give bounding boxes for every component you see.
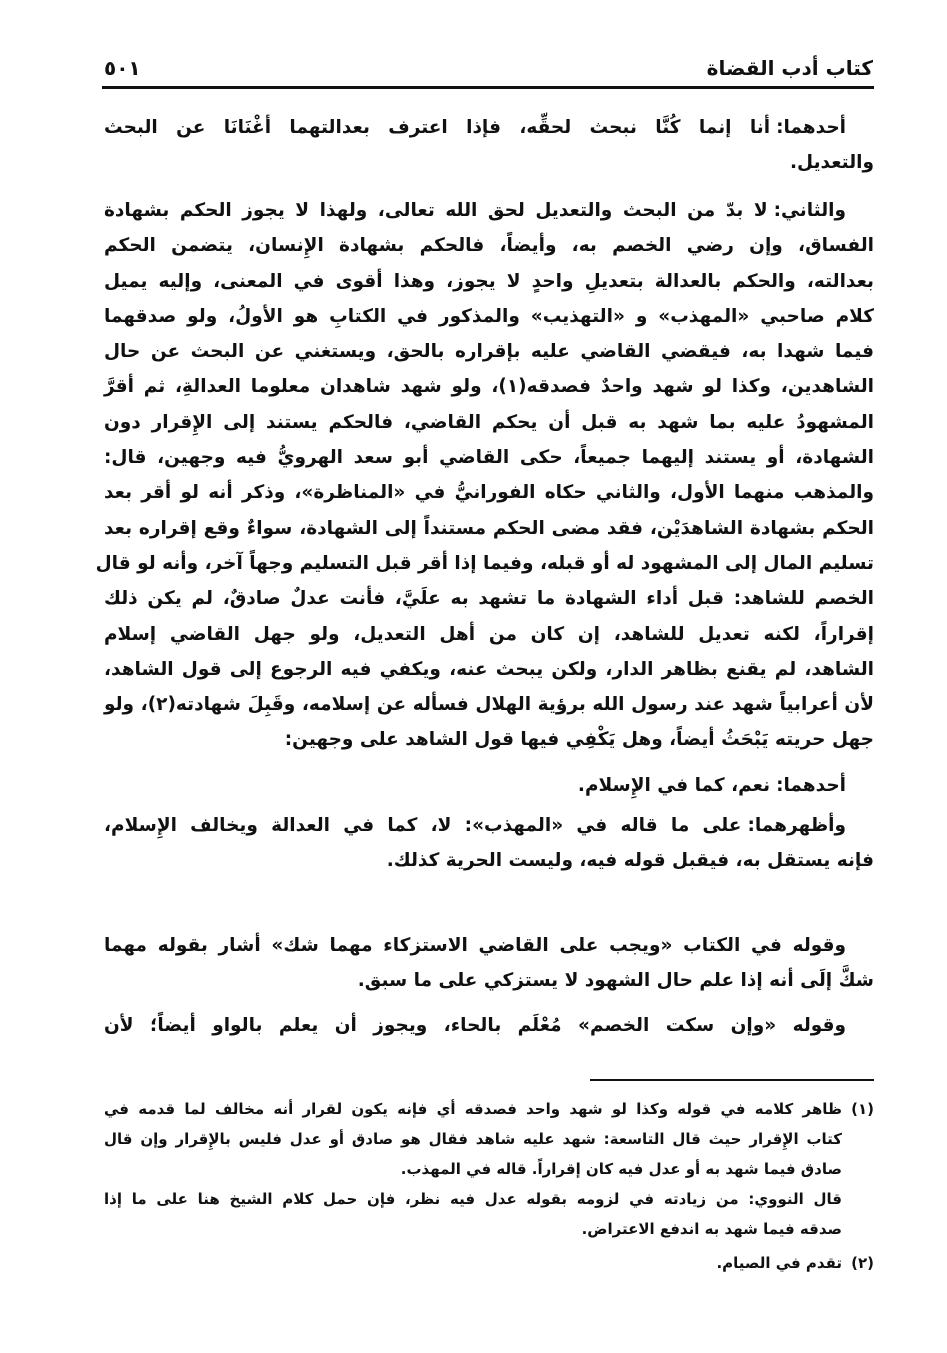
line-text: الشاهد، لم يقنع بظاهر الدار، ولكن يبحث عنه، ويكفي فيه الرجوع إلى قول الشاهد، xyxy=(104,658,874,680)
line-text: على ما قاله في «المهذب»: لا، كما في العدالة ويخالف الإِسلام، xyxy=(104,815,742,836)
text-line xyxy=(104,843,874,878)
text-line xyxy=(104,405,874,440)
line-text: نعم، كما في الإِسلام. xyxy=(577,775,771,796)
text-line xyxy=(104,440,874,475)
paragraph xyxy=(104,808,874,879)
page-number: ٥٠١ xyxy=(104,56,141,80)
text-line xyxy=(95,546,874,581)
line-text: وقوله «وإن سكت الخصم» مُعْلَم بالحاء، ويجوز أن يعلم بالواو أيضاً؛ لأن xyxy=(104,1015,846,1036)
footnote-line: قال النووي: من زيادته في لزومه بقوله عدل فيه نظر، فإن حمل كلام الشيخ هنا على ما إذا xyxy=(104,1190,842,1208)
footnote xyxy=(104,1184,874,1244)
line-text: لا بدّ من البحث والتعديل لحق الله تعالى، ولهذا لا يجوز الحكم بشهادة xyxy=(104,200,768,221)
text-line xyxy=(104,581,874,616)
line-text: كلام صاحبي «المهذب» و «التهذيب» والمذكور في الكتابِ هو الأولُ، ولو صدقهما xyxy=(104,305,874,327)
paragraph-lead-term: أحدهما: xyxy=(776,775,846,796)
line-text: شكَّ إلَى أنه إذا علم حال الشهود لا يستزكي على ما سبق. xyxy=(357,970,874,992)
line-text: الحكم بشهادة الشاهدَيْن، فقد مضى الحكم مستنداً إلى الشهادة، سواءٌ وقع إقراره بعد xyxy=(104,517,874,539)
text-line xyxy=(104,808,874,843)
footnote-line: تقدم في الصيام. xyxy=(716,1254,842,1272)
book-section-title: كتاب أدب القضاة xyxy=(706,56,873,80)
text-line xyxy=(104,110,874,145)
paragraph-lead-term: وأظهرهما: xyxy=(747,815,846,836)
line-text: جهل حريته يَبْحَثُ أيضاً، وهل يَكْفِي فيها قول الشاهد على وجهين: xyxy=(284,729,874,751)
text-line xyxy=(104,963,874,998)
line-text: والتعديل. xyxy=(790,152,874,174)
paragraph-lead-term: والثاني: xyxy=(773,200,846,221)
paragraph-lead-term: أحدهما: xyxy=(776,117,846,138)
footnote-rule xyxy=(590,1079,874,1081)
text-line xyxy=(104,193,874,228)
paragraph xyxy=(104,928,874,999)
footnote-line: صادق فيما شهد به أو عدل فيه كان إقراراً. قاله في المهذب. xyxy=(400,1160,842,1178)
footnote-line: صدقه فيما شهد به اندفع الاعتراض. xyxy=(581,1220,842,1238)
text-line xyxy=(104,299,874,334)
footnote-line: كتاب الإِقرار حيث قال التاسعة: شهد عليه شاهد فقال هو صادق أو عدل فليس بالإِقرار وإن قال xyxy=(104,1130,842,1148)
footnote xyxy=(104,1094,874,1184)
line-text: الخصم للشاهد: قبل أداء الشهادة ما تشهد به علَيَّ، فأنت عدلٌ صادقٌ، لم يكن ذلك xyxy=(104,588,874,610)
paragraph xyxy=(95,193,874,758)
line-text: الشاهدين، وكذا لو شهد واحدٌ فصدقه(١)، ولو شهد شاهدان معلوما العدالةِ، ثم أقرَّ xyxy=(104,376,874,398)
text-line xyxy=(104,652,874,687)
paragraph xyxy=(104,1008,874,1043)
paragraph xyxy=(104,768,874,803)
footnote-number: (١) xyxy=(851,1100,874,1118)
line-text: المشهودُ عليه بما شهد به قبل أن يحكم القاضي، فالحكم يستند إلى الإِقرار دون xyxy=(104,411,874,433)
text-line xyxy=(104,617,874,652)
text-line xyxy=(104,228,874,263)
line-text: الفساق، وإن رضي الخصم به، وأيضاً، فالحكم بشهادة الإِنسان، يتضمن الحكم xyxy=(104,235,874,257)
text-line xyxy=(104,475,874,510)
paragraph xyxy=(104,110,874,181)
text-line xyxy=(104,722,874,757)
line-text: وقوله في الكتاب «ويجب على القاضي الاستزكاء مهما شك» أشار بقوله مهما xyxy=(104,935,846,956)
line-text: لأن أعرابياً شهد عند رسول الله برؤية الهلال فسأله عن إسلامه، وقَبِلَ شهادته(٢)، ولو xyxy=(104,694,874,716)
header-rule xyxy=(102,86,874,89)
text-line xyxy=(104,928,874,963)
text-line xyxy=(104,369,874,404)
text-line xyxy=(104,687,874,722)
line-text: إقراراً، لكنه تعديل للشاهد، إن كان من أهل التعديل، ولو جهل القاضي إسلام xyxy=(104,623,874,645)
footnote xyxy=(104,1248,874,1278)
footnote-line: ظاهر كلامه في قوله وكذا لو شهد واحد فصدقه أي فإنه يكون لقرار أنه مخالف لما قدمه في xyxy=(104,1100,842,1118)
line-text: الشهادة، أو يستند إليهما جميعاً، حكى القاضي أبو سعد الهرويُّ فيه وجهين، قال: xyxy=(104,447,874,469)
text-line xyxy=(104,1008,874,1043)
line-text: تسليم المال إلى المشهود له أو قبله، وفيما إذا أقر قبل التسليم وجهاً آخر، وأنه لو قال xyxy=(95,552,874,574)
text-line xyxy=(104,264,874,299)
text-line xyxy=(104,334,874,369)
text-line xyxy=(104,145,874,180)
line-text: بعدالته، والحكم بالعدالة بتعديلِ واحدٍ لا يجوز، وهذا أقوى في المعنى، وإليه يميل xyxy=(104,270,874,292)
footnote-number: (٢) xyxy=(851,1254,874,1272)
line-text: فإنه يستقل به، فيقبل قوله فيه، وليست الحرية كذلك. xyxy=(386,850,874,872)
line-text: أنا إنما كُنَّا نبحث لحقِّه، فإذا اعترف بعدالتهما أغْنَانَا عن البحث xyxy=(104,117,771,138)
line-text: فيما شهدا به، فيقضي القاضي عليه بإقراره بالحق، ويستغني عن البحث عن حال xyxy=(104,341,874,363)
text-line xyxy=(104,511,874,546)
text-line xyxy=(104,768,874,803)
line-text: والمذهب منهما الأول، والثاني حكاه الفورانيُّ في «المناظرة»، وذكر أنه لو أقر بعد xyxy=(104,482,874,504)
